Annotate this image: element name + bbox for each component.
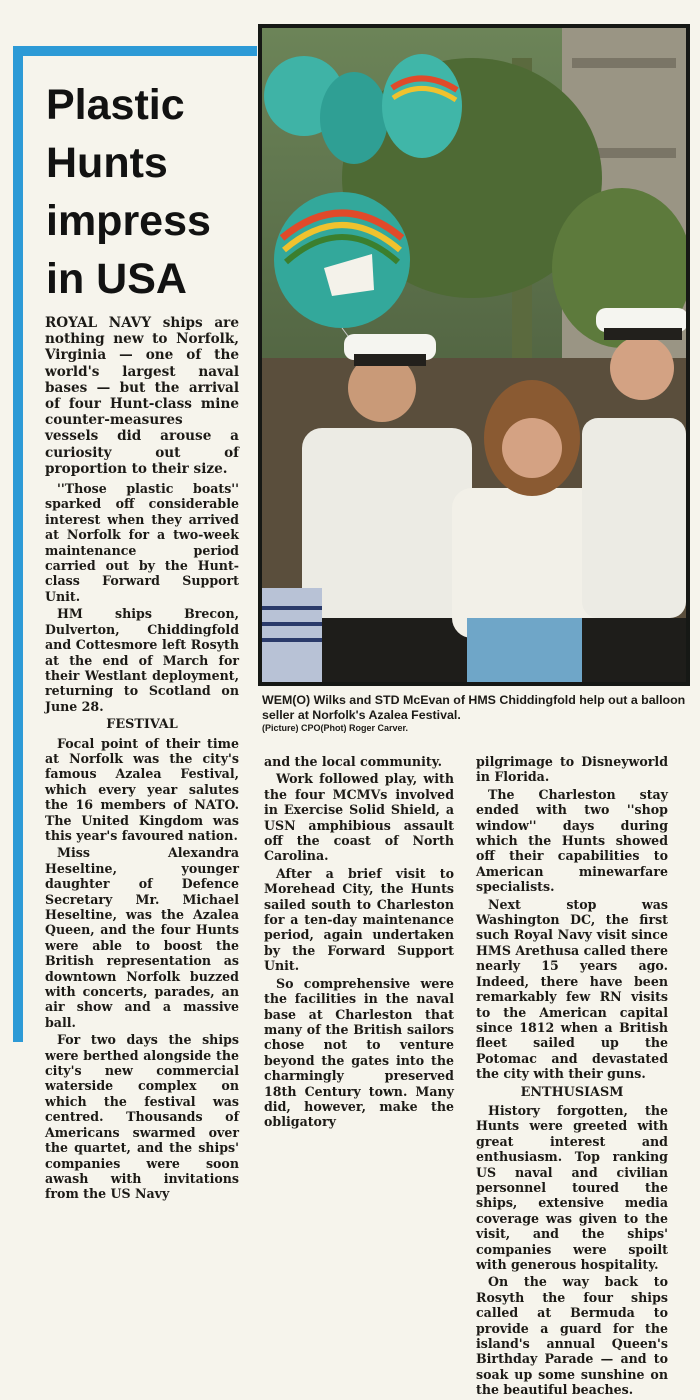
- woman-center: [452, 488, 602, 638]
- paragraph: On the way back to Rosyth the four ships called at Bermuda to provide a guard for the island's annual Queen's Birthday Parade — and to soak up some sunshine on the beautiful beaches.: [476, 1274, 668, 1398]
- sailor-left: [302, 428, 472, 618]
- photo-caption: [262, 693, 690, 734]
- paragraph: The Charleston stay ended with two ''shop window'' days during which the Hunts showed off their capabilities to American minewarfare specialists.: [476, 786, 668, 895]
- paragraph: So comprehensive were the facilities in the naval base at Charleston that many of the British sailors chose not to venture beyond the gates into the charmingly preserved 18th Century town. Many did, however, make the obligatory: [264, 975, 454, 1130]
- caption-text: WEM(O) Wilks and STD McEvan of HMS Chiddingfold help out a balloon seller at Norfolk's Azalea Festival.: [262, 693, 686, 722]
- article-column-1: [45, 315, 239, 1204]
- balloon: [382, 54, 462, 158]
- paragraph: After a brief visit to Morehead City, the Hunts sailed south to Charleston for a ten-day maintenance period, again undertaken by the Forward Support Unit.: [264, 865, 454, 974]
- paragraph: and the local community.: [264, 754, 442, 769]
- sailor-right: [582, 418, 686, 618]
- photo-credit: (Picture) CPO(Phot) Roger Carver.: [262, 723, 409, 733]
- paragraph: Work followed play, with the four MCMVs involved in Exercise Solid Shield, a USN amphibious assault off the coast of North Carolina.: [264, 771, 454, 864]
- photo-illustration: [262, 28, 686, 682]
- balloon: [320, 72, 388, 164]
- paragraph: pilgrimage to Disneyworld in Florida.: [476, 754, 668, 785]
- paragraph: Focal point of their time at Norfolk was the city's famous Azalea Festival, which every year salutes the 16 members of NATO. The United Kingdom was this year's favoured nation.: [45, 735, 239, 843]
- paragraph: Next stop was Washington DC, the first such Royal Navy visit since HMS Arethusa called there nearly 15 years ago. Indeed, there have been remarkably few RN visits to the American capital since 1812 when a British fleet sailed up the Potomac and devastated the city with their guns.: [476, 896, 668, 1082]
- paragraph: For two days the ships were berthed alongside the city's new commercial waterside complex on which the festival was centred. Thousands of Americans swarmed over the quartet, and the ships' companies were soon awash with invitations from the US Navy: [45, 1032, 239, 1202]
- headline: Plastic Hunts impress in USA: [46, 81, 211, 303]
- subhead-enthusiasm: ENTHUSIASM: [520, 1084, 624, 1100]
- article-column-3: [476, 754, 668, 1400]
- paragraph: HM ships Brecon, Dulverton, Chiddingfold and Cottesmore left Rosyth at the end of March for their Westlant deployment, returning to Scotland on June 28.: [45, 606, 239, 714]
- article-column-2: [264, 754, 454, 1132]
- subhead-festival: FESTIVAL: [106, 717, 178, 733]
- lead-paragraph: [45, 315, 239, 477]
- paragraph: Miss Alexandra Heseltine, younger daughter of Defence Secretary Mr. Michael Heseltine, was the Azalea Queen, and the four Hunts were able to boost the British representation as downtown Norfolk buzzed with concerts, parades, an air show and a massive ball.: [45, 845, 239, 1030]
- paragraph: ''Those plastic boats'' sparked off considerable interest when they arrived at Norfolk for a two-week maintenance period carried out by the Hunt-class Forward Support Unit.: [45, 481, 239, 604]
- lead-caps: ROYAL NAVY: [45, 315, 152, 331]
- lead-text: ships are nothing new to Norfolk, Virginia — one of the world's largest naval bases — but the arrival of four Hunt-class mine counter-measures vessels did arouse a curiosity out of proportion to their size.: [45, 315, 239, 477]
- paragraph: History forgotten, the Hunts were greeted with great interest and enthusiasm. Top ranking US naval and civilian personnel toured the ships, extensive media coverage was given to the visit, and the ships' companies were spoilt with generous hospitality.: [476, 1102, 668, 1272]
- festival-photo: [258, 24, 690, 686]
